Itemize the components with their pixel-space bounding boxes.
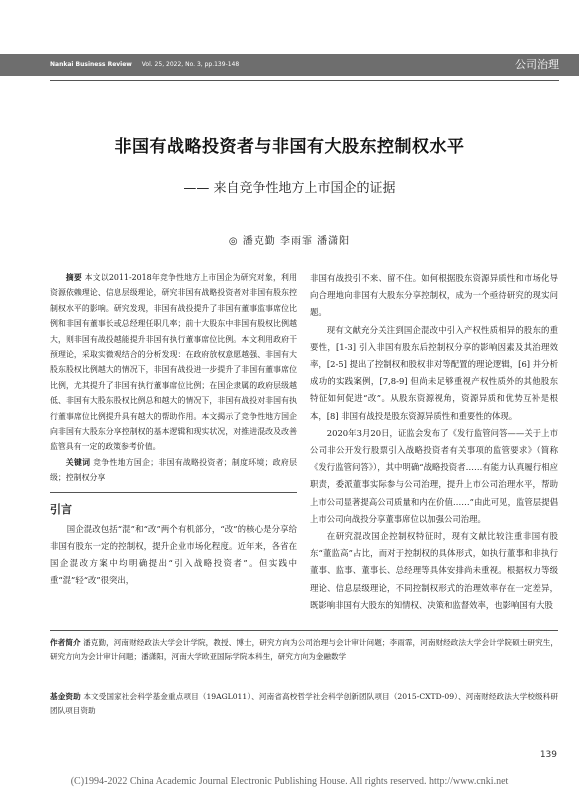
copyright-line: (C)1994-2022 China Academic Journal Electronic Publishing House. All rights reserved. http://www.cnki.net (70, 776, 509, 787)
abstract-text: 本文以2011-2018年竞争性地方上市国企为研究对象，利用资源依赖理论、信息层级理论，研究非国有战略投资者对非国有股东控制权水平的影响。研究发现，非国有战投提升了非国有董事监事席位比例和非国有董事长或总经理任职几率；前十大股东中非国有股权比例越大，则非国有战投越能提升非国有执行董事席位比例。本文利用政府干预理论，采取实微观结合的分析发现：在政府放权意愿越强、非国有大股东股权比例越大的情况下，非国有战投进一步提升了非国有董事席位比例，尤其提升了非国有执行董事席位比例；在国企隶属的政府层级越低、非国有大股东股权比例总和越大的情况下，非国有战投对非国有执行董事席位比例提升具有越大的帮助作用。本文揭示了竞争性地方国企向非国有大股东分享控制权的基本逻辑和现实状况，对推进混改及改善监管具有一定的政策参考价值。 (50, 273, 297, 452)
author-note-label: 作者简介 (50, 638, 81, 647)
abstract-divider (50, 492, 297, 493)
journal-name: Nankai Business Review (50, 61, 132, 68)
intro-paragraph: 2020年3月20日，证监会发布了《发行监管问答——关于上市公司非公开发行股票引入战略投资者有关事项的监管要求》（简称《发行监管问答》），其中明确“战略投资者……有能力认真履行相应职责，委派董事实际参与公司治理，提升上市公司治理水平，帮助上市公司显著提高公司质量和内在价值……”由此可见，监管层提倡上市公司向战投分享董事席位以加强公司治理。 (310, 427, 558, 524)
intro-heading: 引言 (50, 502, 72, 516)
intro-paragraph: 非国有战投引不来、留不住。如何根据股东资源异质性和市场化导向合理地向非国有大股东分享控制权，成为一个亟待研究的现实问题。 (310, 273, 558, 318)
author-note-text: 潘克勤，河南财经政法大学会计学院，教授、博士，研究方向为公司治理与会计审计问题；李雨霏，河南财经政法大学会计学院硕士研究生，研究方向为会计审计问题；潘潇阳，河南大学欧亚国际学院本科生，研究方向为金融数学 (50, 638, 558, 661)
section-label: 公司治理 (515, 58, 559, 71)
intro-paragraph: 现有文献充分关注到国企混改中引入产权性质相异的股东的重要性，[1-3] 引入非国有股东后控制权分享的影响因素及其治理效率，[2-5] 提出了控制权和股权非对等配置的理论逻辑，[6] 并分析成功的实践案例，[7,8-9] 但尚未足够重视产权性质外的其他股东特征如何促进“改”。从股东资源视角，资源异质和优势互补是根本，[8] 非国有战投是股东资源异质性和重要性的体现。 (310, 324, 558, 421)
journal-info (50, 54, 239, 76)
fund-note-text: 本文受国家社会科学基金重点项目（19AGL011）、河南省高校哲学社会科学创新团队项目（2015-CXTD-09）、河南财经政法大学校级科研团队项目资助 (50, 692, 559, 715)
abstract-label: 摘要 (65, 273, 82, 282)
article-subtitle: —— 来自竞争性地方上市国企的证据 (183, 181, 396, 196)
page-number: 139 (539, 750, 557, 760)
header-rule (50, 80, 559, 81)
keywords-text: 竞争性地方国企；非国有战略投资者；制度环境；政府层级；控制权分享 (50, 457, 297, 483)
left-column (50, 270, 297, 590)
author-note (50, 636, 558, 664)
footnote-divider (50, 630, 558, 631)
intro-paragraph: 在研究混改国企控制权特征时，现有文献比较注重非国有股东“董监高”占比，而对于控制权的具体形式，如执行董事和非执行董事、监事、董事长、总经理等具体安排尚未重视。根据权力等级理论、信息层级理论，不同控制权形式的治理效率存在一定差异，既影响非国有大股东的知情权、决策和监督效率，也影响国有大股 (310, 531, 558, 610)
abstract (50, 270, 297, 486)
keywords-label: 关键词 (65, 457, 91, 467)
fund-note (50, 690, 558, 718)
fund-note-label: 基金资助 (50, 692, 81, 701)
journal-header-bar (0, 54, 579, 76)
intro-paragraph: 国企混改包括“混”和“改”两个有机部分，“改”的核心是分享给非国有股东一定的控制权，提升企业市场化程度。近年来，各省在国企混改方案中均明确提出“引入战略投资者”。但实践中重“混”轻“改”很突出， (50, 523, 297, 586)
right-column (310, 270, 558, 614)
article-title: 非国有战略投资者与非国有大股东控制权水平 (114, 137, 465, 157)
journal-issue: Vol. 25, 2022, No. 3, pp.139-148 (141, 61, 240, 68)
article-authors: ◎ 潘克勤 李雨霏 潘潇阳 (228, 236, 351, 247)
